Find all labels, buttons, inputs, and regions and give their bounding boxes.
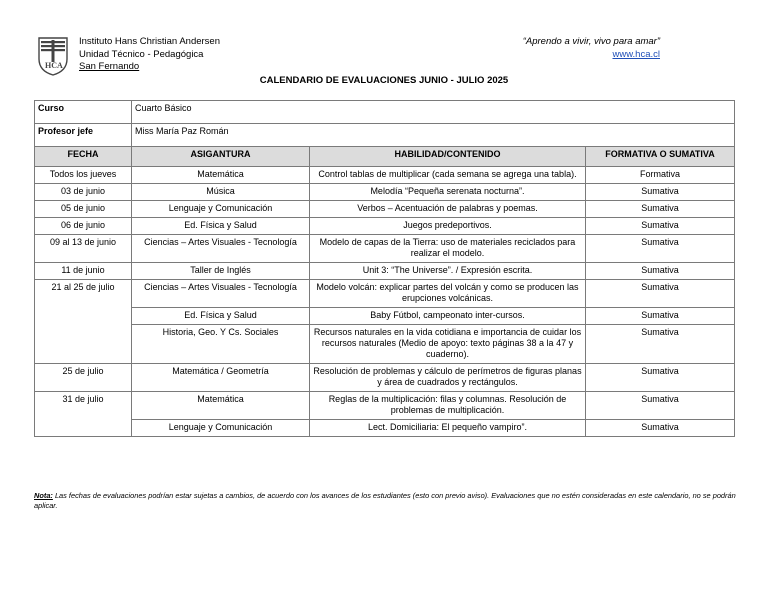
content-cell: Modelo volcán: explicar partes del volcán y como se producen las erupciones volcánicas. (310, 280, 586, 308)
column-header-content: HABILIDAD/CONTENIDO (310, 147, 586, 167)
motto: “Aprendo a vivir, vivo para amar” (522, 36, 660, 47)
content-cell: Resolución de problemas y cálculo de perímetros de figuras planas y área de cuadrados y rectángulos. (310, 364, 586, 392)
type-cell: Sumativa (586, 218, 735, 235)
course-label: Curso (35, 101, 132, 124)
type-cell: Sumativa (586, 420, 735, 437)
table-row (35, 392, 735, 420)
type-cell: Sumativa (586, 184, 735, 201)
table-row (35, 218, 735, 235)
subject-cell: Lenguaje y Comunicación (132, 420, 310, 437)
subject-cell: Historia, Geo. Y Cs. Sociales (132, 325, 310, 364)
date-cell: 06 de junio (35, 218, 132, 235)
content-cell: Lect. Domiciliaria: El pequeño vampiro”. (310, 420, 586, 437)
date-cell: 05 de junio (35, 201, 132, 218)
column-header-row (35, 147, 735, 167)
type-cell: Sumativa (586, 263, 735, 280)
institution-name: Instituto Hans Christian Andersen (79, 36, 220, 47)
footnote (34, 491, 736, 511)
content-cell: Verbos – Acentuación de palabras y poemas. (310, 201, 586, 218)
table-row (35, 364, 735, 392)
teacher-label: Profesor jefe (35, 124, 132, 147)
subject-cell: Matemática / Geometría (132, 364, 310, 392)
type-cell: Sumativa (586, 364, 735, 392)
date-cell: 25 de julio (35, 364, 132, 392)
content-cell: Melodía “Pequeña serenata nocturna”. (310, 184, 586, 201)
subject-cell: Lenguaje y Comunicación (132, 201, 310, 218)
content-cell: Unit 3: “The Universe”. / Expresión escrita. (310, 263, 586, 280)
table-row (35, 263, 735, 280)
date-cell: 09 al 13 de junio (35, 235, 132, 263)
unit-name: Unidad Técnico - Pedagógica (79, 48, 204, 60)
table-row (35, 235, 735, 263)
content-cell: Juegos predeportivos. (310, 218, 586, 235)
date-cell: Todos los jueves (35, 167, 132, 184)
type-cell: Sumativa (586, 201, 735, 218)
table-row (35, 325, 735, 364)
subject-cell: Ciencias – Artes Visuales - Tecnología (132, 280, 310, 308)
type-cell: Sumativa (586, 308, 735, 325)
school-logo (36, 35, 70, 77)
note-text: Las fechas de evaluaciones podrían estar sujetas a cambios, de acuerdo con los avances de los estudiantes (esto con previo aviso). Evaluaciones que no estén consideradas en este calendario, no se podrán aplicar. (34, 491, 736, 510)
column-header-subject: ASIGANTURA (132, 147, 310, 167)
type-cell: Formativa (586, 167, 735, 184)
city-link[interactable]: San Fernando (79, 61, 140, 72)
type-cell: Sumativa (586, 235, 735, 263)
motto-block (523, 36, 660, 61)
content-cell: Modelo de capas de la Tierra: uso de materiales reciclados para realizar el modelo. (310, 235, 586, 263)
date-cell: 03 de junio (35, 184, 132, 201)
column-header-date: FECHA (35, 147, 132, 167)
subject-cell: Matemática (132, 167, 310, 184)
date-cell: 11 de junio (35, 263, 132, 280)
table-row (35, 167, 735, 184)
subject-cell: Matemática (132, 392, 310, 420)
date-cell: 31 de julio (35, 392, 132, 437)
teacher-value: Miss María Paz Román (132, 124, 735, 147)
type-cell: Sumativa (586, 325, 735, 364)
column-header-type: FORMATIVA O SUMATIVA (586, 147, 735, 167)
content-cell: Baby Fútbol, campeonato inter-cursos. (310, 308, 586, 325)
date-cell: 21 al 25 de julio (35, 280, 132, 364)
content-cell: Reglas de la multiplicación: filas y columnas. Resolución de problemas de multiplicación. (310, 392, 586, 420)
table-row (35, 280, 735, 308)
table-row (35, 420, 735, 437)
teacher-row (35, 124, 735, 147)
note-label: Nota: (34, 491, 53, 500)
evaluation-calendar-table (34, 100, 735, 437)
table-row (35, 184, 735, 201)
institution-block (79, 36, 220, 74)
subject-cell: Ciencias – Artes Visuales - Tecnología (132, 235, 310, 263)
svg-text:HCA: HCA (45, 61, 63, 70)
table-row (35, 201, 735, 218)
type-cell: Sumativa (586, 392, 735, 420)
table-row (35, 308, 735, 325)
subject-cell: Taller de Inglés (132, 263, 310, 280)
subject-cell: Ed. Física y Salud (132, 218, 310, 235)
type-cell: Sumativa (586, 280, 735, 308)
course-row (35, 101, 735, 124)
document-title: CALENDARIO DE EVALUACIONES JUNIO - JULIO 2025 (259, 75, 509, 86)
content-cell: Control tablas de multiplicar (cada semana se agrega una tabla). (310, 167, 586, 184)
course-value: Cuarto Básico (132, 101, 735, 124)
website-link[interactable]: www.hca.cl (612, 48, 660, 60)
subject-cell: Ed. Física y Salud (132, 308, 310, 325)
subject-cell: Música (132, 184, 310, 201)
content-cell: Recursos naturales en la vida cotidiana e importancia de cuidar los recursos naturales (Medio de apoyo: texto páginas 38 a la 47 y cuaderno). (310, 325, 586, 364)
